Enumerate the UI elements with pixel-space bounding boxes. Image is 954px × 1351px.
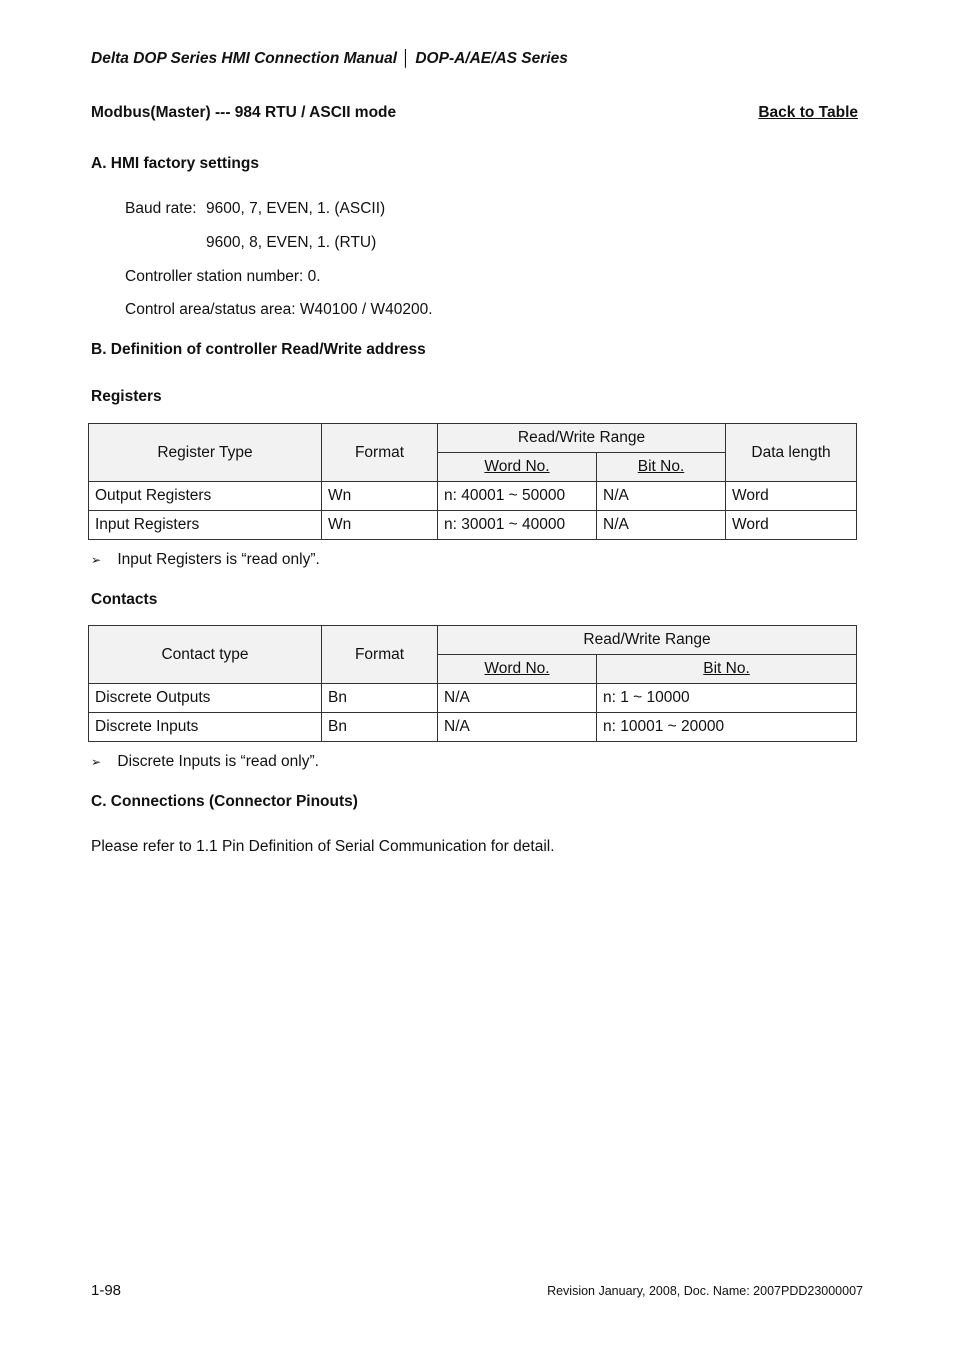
cell-length: Word <box>726 482 857 511</box>
cell-type: Discrete Inputs <box>89 713 322 742</box>
col-rw-range: Read/Write Range <box>438 626 857 655</box>
page-number: 1-98 <box>91 1282 122 1299</box>
connections-text: Please refer to 1.1 Pin Definition of Serial Communication for detail. <box>91 838 555 855</box>
section-title: Modbus(Master) --- 984 RTU / ASCII mode <box>91 104 397 121</box>
contacts-heading: Contacts <box>91 591 158 608</box>
cell-type: Input Registers <box>89 511 322 540</box>
baud-rate-label: Baud rate: <box>125 200 197 217</box>
cell-format: Bn <box>322 713 438 742</box>
contacts-table <box>88 625 857 742</box>
table-row <box>89 684 857 713</box>
cell-format: Bn <box>322 684 438 713</box>
registers-note-text: Input Registers is “read only”. <box>117 551 320 568</box>
table-row <box>89 511 857 540</box>
col-format: Format <box>322 626 438 684</box>
manual-series: DOP-A/AE/AS Series <box>415 50 568 67</box>
registers-note <box>91 551 320 569</box>
cell-word: n: 40001 ~ 50000 <box>438 482 597 511</box>
manual-header <box>91 50 568 68</box>
contacts-note-text: Discrete Inputs is “read only”. <box>117 753 319 770</box>
cell-bit: N/A <box>597 482 726 511</box>
cell-type: Output Registers <box>89 482 322 511</box>
col-bit-no: Bit No. <box>597 453 726 482</box>
registers-heading: Registers <box>91 388 162 405</box>
section-a-heading: A. HMI factory settings <box>91 155 259 172</box>
baud-rate-ascii: 9600, 7, EVEN, 1. (ASCII) <box>206 200 386 217</box>
baud-rate-rtu: 9600, 8, EVEN, 1. (RTU) <box>206 234 377 251</box>
station-number: Controller station number: 0. <box>125 268 321 285</box>
header-separator: │ <box>401 50 412 67</box>
col-register-type: Register Type <box>89 424 322 482</box>
cell-word: N/A <box>438 684 597 713</box>
contacts-note <box>91 753 319 771</box>
cell-type: Discrete Outputs <box>89 684 322 713</box>
col-word-no: Word No. <box>438 655 597 684</box>
cell-length: Word <box>726 511 857 540</box>
cell-bit: n: 1 ~ 10000 <box>597 684 857 713</box>
col-bit-no: Bit No. <box>597 655 857 684</box>
col-format: Format <box>322 424 438 482</box>
registers-table <box>88 423 857 540</box>
col-data-length: Data length <box>726 424 857 482</box>
col-word-no: Word No. <box>438 453 597 482</box>
bullet-arrow-icon: ➢ <box>91 755 102 769</box>
revision-info: Revision January, 2008, Doc. Name: 2007PDD23000007 <box>547 1284 863 1298</box>
section-b-heading: B. Definition of controller Read/Write address <box>91 341 426 358</box>
cell-bit: N/A <box>597 511 726 540</box>
bullet-arrow-icon: ➢ <box>91 553 102 567</box>
cell-word: N/A <box>438 713 597 742</box>
section-c-heading: C. Connections (Connector Pinouts) <box>91 793 358 810</box>
control-area: Control area/status area: W40100 / W40200. <box>125 301 433 318</box>
cell-format: Wn <box>322 511 438 540</box>
cell-bit: n: 10001 ~ 20000 <box>597 713 857 742</box>
cell-format: Wn <box>322 482 438 511</box>
table-row <box>89 713 857 742</box>
table-row <box>89 482 857 511</box>
manual-title: Delta DOP Series HMI Connection Manual <box>91 50 398 67</box>
col-rw-range: Read/Write Range <box>438 424 726 453</box>
back-to-table-link[interactable]: Back to Table <box>758 104 858 121</box>
col-contact-type: Contact type <box>89 626 322 684</box>
cell-word: n: 30001 ~ 40000 <box>438 511 597 540</box>
